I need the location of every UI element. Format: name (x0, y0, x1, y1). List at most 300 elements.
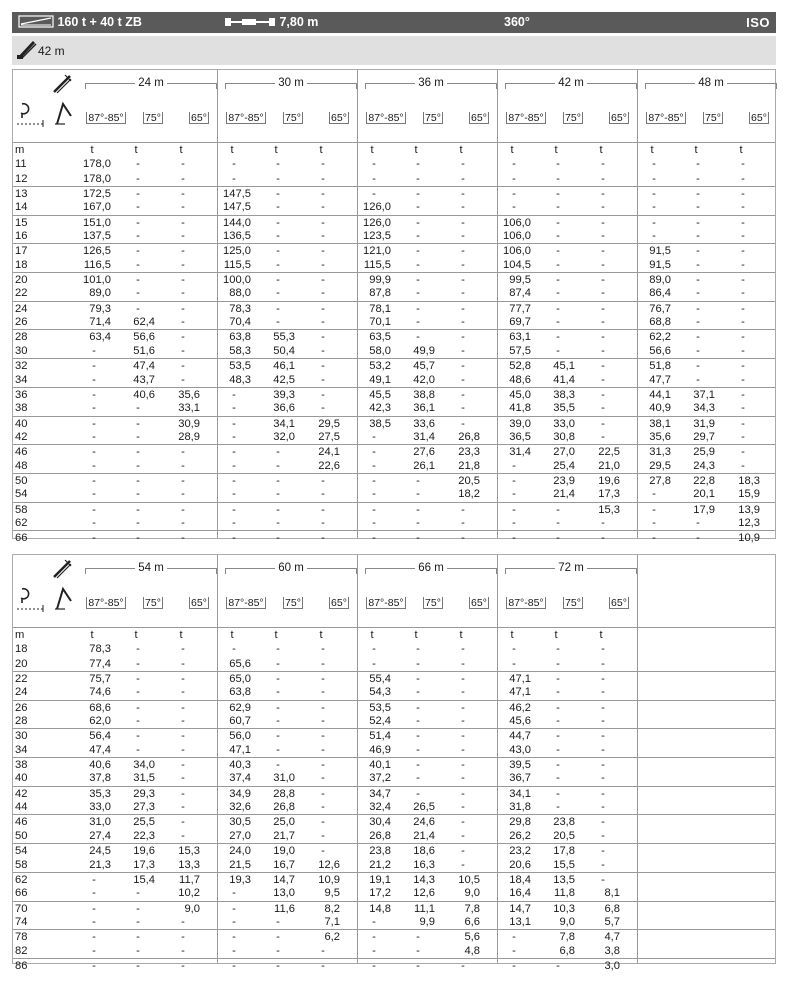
capacity-cell: - (461, 388, 465, 401)
capacity-cell: - (416, 673, 420, 686)
capacity-cell: - (321, 474, 325, 487)
capacity-cell: - (556, 274, 560, 287)
capacity-cell: - (601, 430, 605, 443)
capacity-cell: - (321, 230, 325, 243)
table-row (13, 243, 775, 257)
capacity-cell: 115,5 (223, 258, 251, 271)
angle-text: 75° (425, 597, 441, 609)
capacity-cell: - (321, 216, 325, 229)
capacity-cell: - (276, 188, 280, 201)
capacity-cell: - (372, 959, 376, 972)
capacity-cell: - (416, 188, 420, 201)
boom-length-group-3 (505, 75, 637, 91)
capacity-cell: - (601, 743, 605, 756)
capacity-cell: 10,2 (178, 887, 200, 900)
capacity-cell: 30,4 (369, 816, 391, 829)
capacity-cell: 16,4 (509, 887, 531, 900)
capacity-cell: - (601, 302, 605, 315)
capacity-cell: - (461, 516, 465, 529)
capacity-cell: 6,2 (324, 931, 340, 944)
capacity-cell: 37,1 (693, 388, 715, 401)
capacity-cell: 20,5 (553, 829, 575, 842)
capacity-cell: - (416, 516, 420, 529)
capacity-cell: 101,0 (83, 274, 111, 287)
capacity-cell: - (556, 787, 560, 800)
capacity-cell: - (741, 344, 745, 357)
table-row (13, 700, 775, 714)
capacity-cell: - (461, 959, 465, 972)
boom-length-group-3 (505, 560, 637, 576)
capacity-cell: - (181, 701, 185, 714)
capacity-cell: - (181, 188, 185, 201)
capacity-cell: - (652, 158, 656, 171)
capacity-cell: 53,5 (369, 701, 391, 714)
capacity-cell: 34,1 (509, 787, 531, 800)
angle-text: 65° (611, 597, 627, 609)
capacity-cell: 87,4 (509, 287, 531, 300)
table-row (13, 657, 775, 671)
capacity-cell: - (321, 331, 325, 344)
capacity-cell: - (372, 944, 376, 957)
capacity-cell: 24,6 (413, 816, 435, 829)
base-width-indicator (224, 15, 318, 29)
capacity-cell: - (461, 816, 465, 829)
capacity-cell: - (416, 331, 420, 344)
capacity-cell: - (181, 172, 185, 185)
capacity-cell: - (601, 388, 605, 401)
capacity-cell: 14,7 (509, 902, 531, 915)
angle-text: 75° (285, 112, 301, 124)
capacity-cell: 15,5 (553, 858, 575, 871)
capacity-cell: - (276, 158, 280, 171)
capacity-cell: 9,0 (464, 887, 480, 900)
capacity-cell: - (556, 715, 560, 728)
capacity-cell: - (276, 701, 280, 714)
capacity-cell: 45,6 (509, 715, 531, 728)
capacity-cell: - (136, 430, 140, 443)
radius-cell: 66 (15, 532, 28, 545)
capacity-cell: 99,9 (369, 274, 391, 287)
capacity-cell: - (136, 887, 140, 900)
unit-row (13, 143, 775, 157)
capacity-cell: 89,0 (649, 274, 671, 287)
unit-t: t (739, 144, 743, 156)
capacity-cell: - (232, 902, 236, 915)
capacity-cell: - (416, 532, 420, 545)
capacity-cell: - (92, 344, 96, 357)
capacity-cell: - (181, 344, 185, 357)
radius-cell: 13 (15, 188, 28, 201)
capacity-cell: - (181, 787, 185, 800)
capacity-cell: - (232, 417, 236, 430)
capacity-cell: 15,4 (133, 873, 155, 886)
capacity-cell: 17,8 (553, 845, 575, 858)
table-row (13, 743, 775, 757)
capacity-cell: 126,5 (83, 245, 111, 258)
capacity-cell: - (276, 686, 280, 699)
table-row (13, 958, 775, 972)
unit-t: t (90, 144, 94, 156)
radius-cell: 18 (15, 643, 28, 656)
capacity-cell: - (416, 245, 420, 258)
capacity-cell: - (276, 316, 280, 329)
capacity-cell: 57,5 (509, 344, 531, 357)
capacity-cell: - (416, 158, 420, 171)
angle-text: 75° (285, 597, 301, 609)
table-row (13, 843, 775, 857)
capacity-cell: 7,8 (464, 902, 480, 915)
capacity-cell: - (461, 172, 465, 185)
capacity-cell: - (136, 488, 140, 501)
capacity-cell: 30,9 (178, 417, 200, 430)
capacity-cell: 22,3 (133, 829, 155, 842)
table-row (13, 430, 775, 444)
capacity-cell: - (372, 931, 376, 944)
radius-cell: 16 (15, 230, 28, 243)
capacity-cell: - (232, 488, 236, 501)
capacity-cell: 39,3 (273, 388, 295, 401)
capacity-cell: 27,3 (133, 801, 155, 814)
radius-cell: 20 (15, 274, 28, 287)
capacity-cell: 39,5 (509, 759, 531, 772)
group-label: 42 m (555, 75, 587, 91)
capacity-cell: - (372, 430, 376, 443)
capacity-cell: 25,5 (133, 816, 155, 829)
angle-label (83, 597, 129, 609)
capacity-cell: - (416, 258, 420, 271)
capacity-cell: - (601, 730, 605, 743)
capacity-cell: - (181, 488, 185, 501)
capacity-cell: - (696, 188, 700, 201)
capacity-cell: - (556, 230, 560, 243)
capacity-cell: 18,4 (509, 873, 531, 886)
capacity-cell: 70,4 (229, 316, 251, 329)
capacity-cell: 71,4 (89, 316, 111, 329)
capacity-cell: 24,3 (693, 459, 715, 472)
angle-text: 75° (425, 112, 441, 124)
capacity-cell: - (461, 230, 465, 243)
capacity-cell: - (461, 274, 465, 287)
boom-length-group-0 (85, 560, 217, 576)
capacity-cell: - (601, 715, 605, 728)
capacity-cell: 87,8 (369, 287, 391, 300)
table-row (13, 786, 775, 800)
capacity-cell: 13,9 (738, 503, 760, 516)
unit-t: t (414, 144, 418, 156)
capacity-cell: 22,5 (598, 446, 620, 459)
capacity-cell: 136,5 (223, 230, 251, 243)
capacity-cell: - (652, 188, 656, 201)
capacity-cell: - (601, 188, 605, 201)
radius-cell: 40 (15, 772, 28, 785)
capacity-cell: 144,0 (223, 216, 251, 229)
capacity-cell: - (556, 657, 560, 670)
capacity-cell: 21,5 (229, 858, 251, 871)
capacity-cell: - (601, 373, 605, 386)
unit-m: m (15, 629, 25, 641)
table-row (13, 315, 775, 329)
capacity-cell: - (652, 230, 656, 243)
group-divider (637, 555, 638, 963)
capacity-cell: - (181, 201, 185, 214)
capacity-cell: - (276, 245, 280, 258)
capacity-cell: - (416, 931, 420, 944)
capacity-cell: 17,3 (133, 858, 155, 871)
capacity-cell: 15,9 (738, 488, 760, 501)
capacity-cell: 99,5 (509, 274, 531, 287)
angle-label (133, 597, 173, 609)
angle-text: 65° (611, 112, 627, 124)
capacity-cell: - (181, 230, 185, 243)
capacity-cell: - (232, 459, 236, 472)
table-row (13, 771, 775, 785)
capacity-cell: - (416, 274, 420, 287)
capacity-cell: 31,9 (693, 417, 715, 430)
capacity-cell: 10,5 (458, 873, 480, 886)
capacity-cell: - (512, 459, 516, 472)
capacity-cell: - (416, 503, 420, 516)
capacity-cell: - (276, 172, 280, 185)
capacity-cell: 3,8 (604, 944, 620, 957)
capacity-cell: 116,5 (83, 258, 111, 271)
capacity-cell: 58,0 (369, 344, 391, 357)
capacity-cell: 56,4 (89, 730, 111, 743)
capacity-cell: - (276, 759, 280, 772)
angle-text: 75° (145, 597, 161, 609)
capacity-cell: - (461, 373, 465, 386)
table-row (13, 814, 775, 828)
capacity-cell: - (276, 730, 280, 743)
capacity-cell: 35,6 (649, 430, 671, 443)
group-divider (357, 555, 358, 963)
radius-cell: 22 (15, 287, 28, 300)
capacity-cell: - (181, 446, 185, 459)
radius-cell: 74 (15, 915, 28, 928)
capacity-cell: 25,0 (273, 816, 295, 829)
angle-text: 75° (145, 112, 161, 124)
capacity-cell: 12,6 (318, 858, 340, 871)
capacity-cell: - (321, 772, 325, 785)
capacity-cell: 36,5 (509, 430, 531, 443)
capacity-cell: 31,0 (89, 816, 111, 829)
capacity-cell: 36,6 (273, 402, 295, 415)
capacity-cell: - (181, 373, 185, 386)
radius-cell: 28 (15, 331, 28, 344)
angle-label (553, 597, 593, 609)
capacity-cell: - (92, 532, 96, 545)
capacity-cell: - (321, 816, 325, 829)
capacity-cell: 21,7 (273, 829, 295, 842)
capacity-cell: 13,3 (178, 858, 200, 871)
unit-t: t (319, 144, 323, 156)
capacity-cell: 43,7 (133, 373, 155, 386)
capacity-cell: - (181, 287, 185, 300)
group-divider (217, 555, 218, 963)
angle-label (599, 597, 639, 609)
capacity-cell: - (512, 474, 516, 487)
unit-t: t (459, 629, 463, 641)
capacity-cell: - (461, 858, 465, 871)
capacity-cell: - (232, 887, 236, 900)
capacity-cell: - (601, 657, 605, 670)
capacity-cell: 32,4 (369, 801, 391, 814)
capacity-cell: 18,6 (413, 845, 435, 858)
capacity-cell: 7,8 (559, 931, 575, 944)
capacity-cell: 35,5 (553, 402, 575, 415)
capacity-cell: - (181, 816, 185, 829)
capacity-cell: 40,6 (89, 759, 111, 772)
radius-cell: 34 (15, 743, 28, 756)
capacity-cell: 7,1 (324, 915, 340, 928)
capacity-cell: 63,8 (229, 686, 251, 699)
capacity-cell: - (461, 657, 465, 670)
capacity-cell: 147,5 (223, 201, 251, 214)
capacity-cell: - (181, 959, 185, 972)
capacity-cell: - (232, 959, 236, 972)
capacity-cell: - (276, 216, 280, 229)
radius-cell: 58 (15, 858, 28, 871)
capacity-cell: 34,0 (133, 759, 155, 772)
table-row (13, 829, 775, 843)
capacity-cell: - (372, 188, 376, 201)
unit-t: t (230, 144, 234, 156)
capacity-cell: - (696, 516, 700, 529)
capacity-cell: 115,5 (363, 258, 391, 271)
capacity-cell: 31,0 (273, 772, 295, 785)
angle-text: 75° (565, 112, 581, 124)
capacity-cell: - (556, 772, 560, 785)
capacity-cell: - (461, 216, 465, 229)
table-row (13, 872, 775, 886)
capacity-cell: - (696, 302, 700, 315)
capacity-cell: - (696, 331, 700, 344)
capacity-cell: 38,1 (649, 417, 671, 430)
capacity-cell: - (461, 360, 465, 373)
capacity-cell: 54,3 (369, 686, 391, 699)
capacity-cell: - (652, 201, 656, 214)
boom-length-bar (12, 36, 776, 65)
capacity-cell: 15,3 (598, 503, 620, 516)
unit-t: t (599, 144, 603, 156)
radius-cell: 22 (15, 673, 28, 686)
table-body (13, 143, 775, 545)
telescopic-boom-icon (16, 40, 38, 60)
unit-t: t (230, 629, 234, 641)
capacity-cell: - (601, 787, 605, 800)
capacity-cell: - (416, 743, 420, 756)
capacity-cell: - (652, 516, 656, 529)
capacity-cell: 25,4 (553, 459, 575, 472)
capacity-cell: - (556, 743, 560, 756)
capacity-cell: - (232, 158, 236, 171)
capacity-cell: - (416, 316, 420, 329)
capacity-cell: - (601, 360, 605, 373)
capacity-cell: - (136, 503, 140, 516)
capacity-cell: - (181, 772, 185, 785)
capacity-cell: - (321, 715, 325, 728)
capacity-cell: - (601, 201, 605, 214)
capacity-cell: - (136, 944, 140, 957)
table-row (13, 329, 775, 343)
capacity-cell: - (321, 360, 325, 373)
capacity-cell: 125,0 (223, 245, 251, 258)
capacity-cell: 20,6 (509, 858, 531, 871)
capacity-cell: 34,7 (369, 787, 391, 800)
capacity-cell: - (601, 772, 605, 785)
capacity-cell: 8,2 (324, 902, 340, 915)
capacity-cell: 106,0 (503, 216, 531, 229)
capacity-cell: - (181, 730, 185, 743)
table-row (13, 186, 775, 200)
capacity-cell: - (181, 801, 185, 814)
capacity-cell: 33,6 (413, 417, 435, 430)
capacity-cell: 58,3 (229, 344, 251, 357)
capacity-cell: - (416, 759, 420, 772)
capacity-cell: - (321, 829, 325, 842)
table-row (13, 258, 775, 272)
capacity-cell: - (601, 158, 605, 171)
capacity-cell: 29,7 (693, 430, 715, 443)
capacity-cell: - (92, 959, 96, 972)
capacity-cell: 47,1 (509, 673, 531, 686)
capacity-cell: - (92, 417, 96, 430)
capacity-cell: - (416, 488, 420, 501)
boom-length-group-1 (225, 560, 357, 576)
capacity-cell: - (321, 845, 325, 858)
capacity-cell: 65,6 (229, 657, 251, 670)
capacity-cell: - (276, 446, 280, 459)
group-label: 72 m (555, 560, 587, 576)
capacity-cell: - (276, 743, 280, 756)
angle-label (459, 112, 499, 124)
capacity-cell: - (136, 201, 140, 214)
group-label: 66 m (415, 560, 447, 576)
capacity-cell: - (416, 201, 420, 214)
capacity-cell: 35,6 (178, 388, 200, 401)
angle-text: 65° (471, 112, 487, 124)
capacity-cell: - (372, 503, 376, 516)
capacity-cell: - (276, 673, 280, 686)
unit-t: t (274, 144, 278, 156)
capacity-cell: - (461, 417, 465, 430)
unit-row (13, 628, 775, 642)
capacity-cell: - (416, 287, 420, 300)
capacity-cell: - (92, 915, 96, 928)
capacity-cell: 30,8 (553, 430, 575, 443)
capacity-cell: 77,4 (89, 657, 111, 670)
capacity-cell: - (556, 302, 560, 315)
capacity-cell: - (556, 801, 560, 814)
radius-cell: 30 (15, 730, 28, 743)
capacity-cell: 45,7 (413, 360, 435, 373)
capacity-cell: - (601, 532, 605, 545)
angle-label (693, 112, 733, 124)
capacity-cell: 26,5 (413, 801, 435, 814)
capacity-cell: 32,6 (229, 801, 251, 814)
capacity-cell: - (556, 172, 560, 185)
angle-text: 75° (565, 597, 581, 609)
group-divider (637, 70, 638, 538)
capacity-cell: - (321, 344, 325, 357)
capacity-cell: - (461, 188, 465, 201)
capacity-cell: - (181, 944, 185, 957)
capacity-cell: - (601, 417, 605, 430)
capacity-cell: 5,7 (604, 915, 620, 928)
capacity-cell: 4,7 (604, 931, 620, 944)
capacity-cell: - (232, 388, 236, 401)
capacity-cell: - (696, 532, 700, 545)
table-row (13, 915, 775, 929)
